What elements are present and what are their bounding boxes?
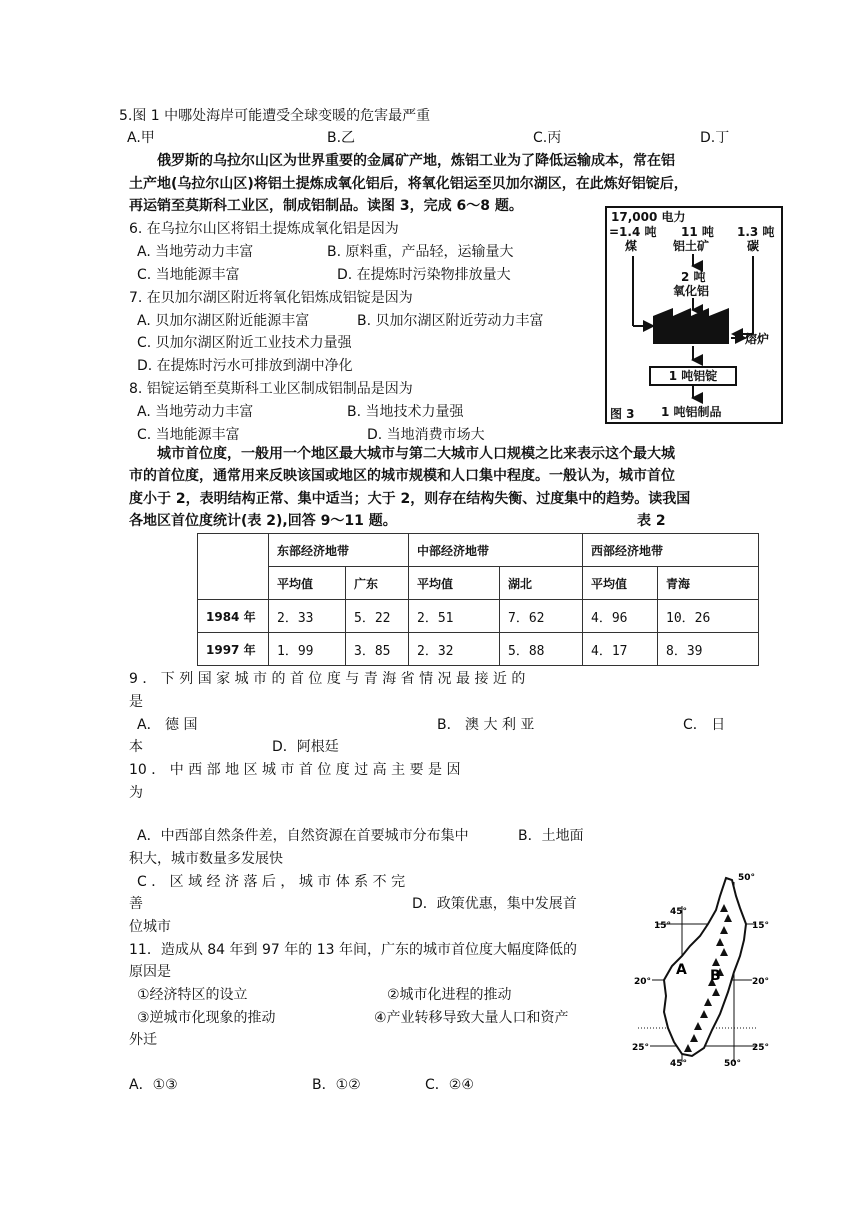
figure3-furnace: 熔炉 xyxy=(745,332,770,346)
figure3-bauxite-amount: 11 吨 xyxy=(681,225,714,239)
q10-option-d: D．政策优惠，集中发展首 xyxy=(412,896,577,912)
q11-option-2: ②城市化进程的推动 xyxy=(387,987,512,1003)
label-25-left: 25° xyxy=(632,1043,650,1053)
figure3-bauxite: 铝土矿 xyxy=(673,239,710,253)
region-b-label: B xyxy=(710,968,721,984)
q6-option-a: A. 当地劳动力丰富 xyxy=(137,244,254,260)
q11-option-3: ③逆城市化现象的推动 xyxy=(137,1010,276,1026)
figure3-flow-diagram xyxy=(605,206,783,424)
q7-stem: 7. 在贝加尔湖区附近将氧化铝炼成铝锭是因为 xyxy=(129,290,413,306)
figure3-power: 17,000 电力 xyxy=(611,210,686,224)
table-cell: 4．17 xyxy=(583,633,658,666)
passage2-line: 城市首位度，一般用一个地区最大城市与第二大城市人口规模之比来表示这个最大城 xyxy=(157,446,675,462)
q7-option-b: B. 贝加尔湖区附近劳动力丰富 xyxy=(357,313,544,329)
q9-stem: 9 ． 下 列 国 家 城 市 的 首 位 度 与 青 海 省 情 况 最 接 近 的 xyxy=(129,671,526,687)
q10-option-c: C ． 区 域 经 济 落 后 ， 城 市 体 系 不 完 xyxy=(137,874,406,890)
table-subheader: 平均值 xyxy=(583,567,658,600)
q10-option-c-cont: 善 xyxy=(129,896,143,912)
label-15-right: 15° xyxy=(752,921,770,931)
factory-icon xyxy=(653,308,729,344)
figure3-label: 图 3 xyxy=(610,407,635,421)
label-50-top: 50° xyxy=(738,873,756,883)
q6-option-b: B. 原料重，产品轻，运输量大 xyxy=(327,244,514,260)
q10-stem-cont: 为 xyxy=(129,785,143,801)
q10-option-b: B．土地面 xyxy=(518,828,584,844)
q10-option-b-cont: 积大，城市数量多发展快 xyxy=(129,851,283,867)
q5-option-d: D.丁 xyxy=(700,130,730,146)
q6-option-d: D. 在提炼时污染物排放量大 xyxy=(337,267,511,283)
label-45-bottom: 45° xyxy=(670,1059,688,1069)
table-subheader: 青海 xyxy=(658,567,759,600)
q8-option-a: A. 当地劳动力丰富 xyxy=(137,404,254,420)
table-cell: 2．51 xyxy=(409,600,500,633)
table-row xyxy=(198,600,759,633)
table-year-cell: 1997 年 xyxy=(198,633,269,666)
figure3-coal-amount: =1.4 吨 xyxy=(609,225,657,239)
q7-option-a: A. 贝加尔湖区附近能源丰富 xyxy=(137,313,310,329)
table-corner-cell xyxy=(198,534,269,600)
q10-stem: 10 ． 中 西 部 地 区 城 市 首 位 度 过 高 主 要 是 因 xyxy=(129,762,461,778)
figure3-carbon: 碳 xyxy=(747,239,760,253)
label-20-left: 20° xyxy=(634,977,652,987)
table-region-header: 中部经济地带 xyxy=(409,534,583,567)
passage2-line: 各地区首位度统计(表 2),回答 9～11 题。 xyxy=(129,513,397,529)
table-cell: 2．33 xyxy=(269,600,346,633)
q8-stem: 8. 铝锭运销至莫斯科工业区制成铝制品是因为 xyxy=(129,381,413,397)
table-subheader: 广东 xyxy=(346,567,409,600)
q11-answer-c: C．②④ xyxy=(425,1077,474,1093)
q6-option-c: C. 当地能源丰富 xyxy=(137,267,240,283)
table-cell: 3．85 xyxy=(346,633,409,666)
label-15-left: 15° xyxy=(654,921,672,931)
q11-stem: 11．造成从 84 年到 97 年的 13 年间，广东的城市首位度大幅度降低的 xyxy=(129,942,577,958)
q9-option-b: B． 澳 大 利 亚 xyxy=(437,717,535,733)
q9-option-d: D．阿根廷 xyxy=(272,739,339,755)
q7-option-d: D. 在提炼时污水可排放到湖中净化 xyxy=(137,358,353,374)
figure3-coal: 煤 xyxy=(625,239,638,253)
q11-option-4: ④产业转移导致大量人口和资产 xyxy=(374,1010,569,1026)
table-region-header: 西部经济地带 xyxy=(583,534,759,567)
table-cell: 2．32 xyxy=(409,633,500,666)
figure3-product: 1 吨铝制品 xyxy=(661,405,722,419)
passage1-line: 再运销至莫斯科工业区，制成铝制品。读图 3，完成 6～8 题。 xyxy=(129,198,523,214)
table2-caption: 表 2 xyxy=(637,513,666,529)
table-cell: 4．96 xyxy=(583,600,658,633)
q11-answer-b: B．①② xyxy=(312,1077,361,1093)
q10-option-d-cont: 位城市 xyxy=(129,919,171,935)
table-subheader: 平均值 xyxy=(269,567,346,600)
figure3-alumina-amount: 2 吨 xyxy=(681,270,706,284)
table-cell: 5．88 xyxy=(500,633,583,666)
table-year-cell: 1984 年 xyxy=(198,600,269,633)
q5-option-a: A.甲 xyxy=(127,130,155,146)
table-cell: 5．22 xyxy=(346,600,409,633)
q8-option-d: D. 当地消费市场大 xyxy=(367,427,485,443)
region-a-label: A xyxy=(676,962,687,978)
table-subheader: 平均值 xyxy=(409,567,500,600)
table-cell: 10．26 xyxy=(658,600,759,633)
q10-option-a: A．中西部自然条件差，自然资源在首要城市分布集中 xyxy=(137,828,469,844)
label-45-top: 45° xyxy=(670,907,688,917)
q7-option-c: C. 贝加尔湖区附近工业技术力量强 xyxy=(137,335,352,351)
q9-stem-cont: 是 xyxy=(129,694,143,710)
q9-option-c-cont: 本 xyxy=(129,739,143,755)
table-cell: 7．62 xyxy=(500,600,583,633)
q9-option-a: A． 德 国 xyxy=(137,717,198,733)
label-25-right: 25° xyxy=(752,1043,770,1053)
q11-answer-a: A．①③ xyxy=(129,1077,178,1093)
passage2-line: 市的首位度，通常用来反映该国或地区的城市规模和人口集中程度。一般认为，城市首位 xyxy=(129,468,675,484)
q5-option-b: B.乙 xyxy=(327,130,356,146)
table-cell: 8．39 xyxy=(658,633,759,666)
table-region-header: 东部经济地带 xyxy=(269,534,409,567)
passage1-line: 土产地(乌拉尔山区)将铝土提炼成氧化铝后，将氧化铝运至贝加尔湖区，在此炼好铝锭后， xyxy=(129,176,688,192)
q9-option-c: C． 日 xyxy=(683,717,726,733)
passage2-line: 度小于 2，表明结构正常、集中适当；大于 2，则存在结构失衡、过度集中的趋势。读我国 xyxy=(129,491,691,507)
label-20-right: 20° xyxy=(752,977,770,987)
passage1-line: 俄罗斯的乌拉尔山区为世界重要的金属矿产地，炼铝工业为了降低运输成本，常在铝 xyxy=(157,153,675,169)
table-cell: 1．99 xyxy=(269,633,346,666)
table-row xyxy=(198,633,759,666)
figure3-ingot-box: 1 吨铝锭 xyxy=(649,366,737,386)
q5-stem: 5.图 1 中哪处海岸可能遭受全球变暖的危害最严重 xyxy=(119,108,431,124)
q6-stem: 6. 在乌拉尔山区将铝土提炼成氧化铝是因为 xyxy=(129,221,399,237)
table2 xyxy=(197,533,759,666)
figure3-carbon-amount: 1.3 吨 xyxy=(737,225,775,239)
q8-option-c: C. 当地能源丰富 xyxy=(137,427,240,443)
table-subheader: 湖北 xyxy=(500,567,583,600)
q5-option-c: C.丙 xyxy=(533,130,562,146)
label-50-bottom: 50° xyxy=(724,1059,742,1069)
q11-option-1: ①经济特区的设立 xyxy=(137,987,248,1003)
madagascar-map xyxy=(628,868,778,1070)
q11-option-4-cont: 外迁 xyxy=(129,1032,157,1048)
q11-stem-cont: 原因是 xyxy=(129,964,171,980)
figure3-alumina: 氧化铝 xyxy=(673,284,710,298)
q8-option-b: B. 当地技术力量强 xyxy=(347,404,464,420)
